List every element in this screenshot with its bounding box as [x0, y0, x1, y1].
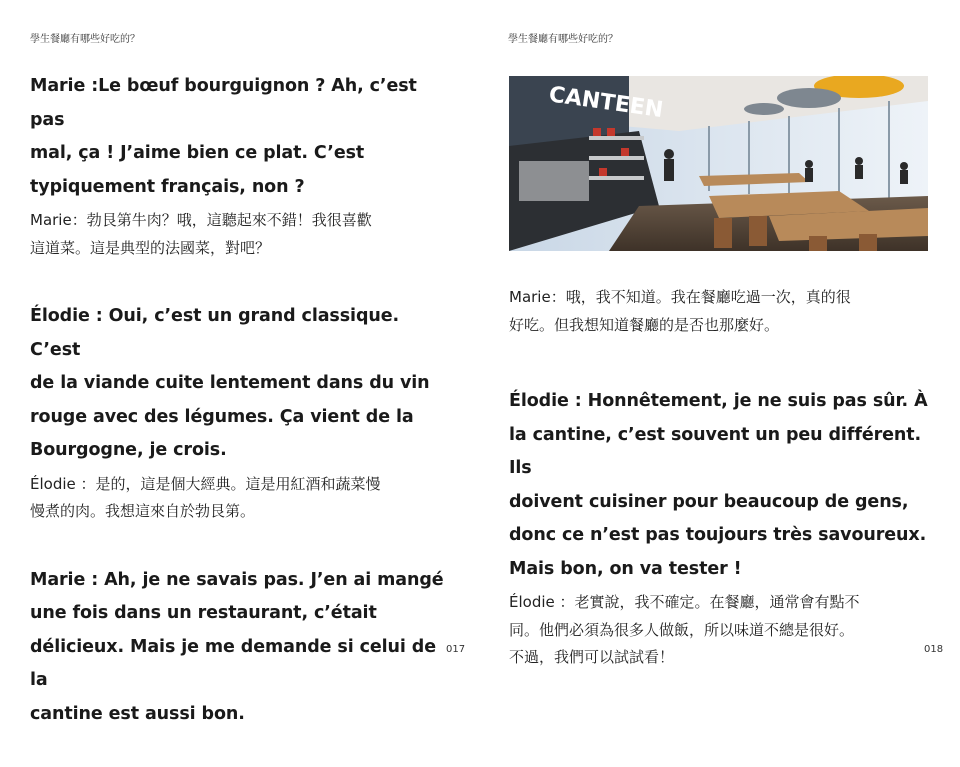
canteen-sign: CANTEEN	[547, 82, 665, 124]
french-line: Marie :Le bœuf bourguignon ? Ah, c’est pas	[30, 76, 417, 130]
french-line: Marie : Ah, je ne savais pas. J’en ai mangé	[30, 569, 444, 590]
dialogue-block-marie-2	[30, 564, 448, 732]
page-number: 017	[446, 644, 466, 655]
canteen-photo	[509, 76, 928, 251]
french-line: doivent cuisiner pour beaucoup de gens,	[509, 491, 909, 512]
chinese-line: 同。他們必須為很多人做飯，所以味道不總是很好。	[509, 620, 855, 639]
chinese-line: 不過，我們可以試試看！	[509, 648, 675, 666]
chinese-line: Marie：勃艮第牛肉？哦，這聽起來不錯！我很喜歡	[30, 211, 372, 229]
canteen-illustration	[509, 76, 928, 251]
running-header: 學生餐廳有哪些好吃的？	[508, 34, 618, 45]
french-line: Élodie : Oui, c’est un grand classique. C’est	[30, 306, 400, 360]
french-line: une fois dans un restaurant, c’était	[30, 603, 377, 623]
french-line: mal, ça ! J’aime bien ce plat. C’est	[30, 143, 365, 163]
left-page	[0, 0, 480, 724]
chinese-line: 這道菜。這是典型的法國菜，對吧？	[30, 238, 271, 257]
chinese-line: 好吃。但我想知道餐廳的是否也那麼好。	[509, 315, 780, 334]
chinese-line: Marie：哦，我不知道。我在餐廳吃過一次，真的很	[509, 288, 851, 306]
dialogue-body	[509, 284, 929, 708]
chinese-translation	[30, 471, 448, 526]
chinese-translation	[509, 284, 929, 339]
dialogue-block-marie-translation	[509, 284, 929, 339]
chinese-translation	[509, 589, 929, 672]
dialogue-body	[30, 70, 448, 767]
french-line: Mais bon, on va tester !	[509, 558, 742, 579]
french-line: Élodie : Honnêtement, je ne suis pas sûr. À	[509, 391, 928, 411]
french-line: de la viande cuite lentement dans du vin	[30, 373, 430, 393]
running-header: 學生餐廳有哪些好吃的？	[30, 34, 140, 45]
french-line: rouge avec des légumes. Ça vient de la	[30, 406, 414, 427]
dialogue-block-elodie-1	[30, 300, 448, 526]
right-page	[480, 0, 960, 678]
french-line: cantine est aussi bon.	[30, 703, 245, 724]
chinese-line: Élodie ：是的，這是個大經典。這是用紅酒和蔬菜慢	[30, 474, 381, 493]
dialogue-block-marie-1	[30, 70, 448, 262]
chinese-line: 慢煮的肉。我想這來自於勃艮第。	[30, 502, 256, 520]
french-line: la cantine, c’est souvent un peu différent. Ils	[509, 424, 922, 478]
french-line: typiquement français, non ?	[30, 176, 305, 197]
chinese-translation	[30, 207, 448, 262]
french-line: Bourgogne, je crois.	[30, 440, 227, 460]
french-line: délicieux. Mais je me demande si celui de la	[30, 636, 436, 690]
dialogue-block-elodie-2	[509, 385, 929, 672]
french-line: donc ce n’est pas toujours très savoureux.	[509, 525, 927, 545]
page-number: 018	[924, 644, 944, 655]
chinese-line: Élodie ：老實說，我不確定。在餐廳，通常會有點不	[509, 593, 860, 611]
